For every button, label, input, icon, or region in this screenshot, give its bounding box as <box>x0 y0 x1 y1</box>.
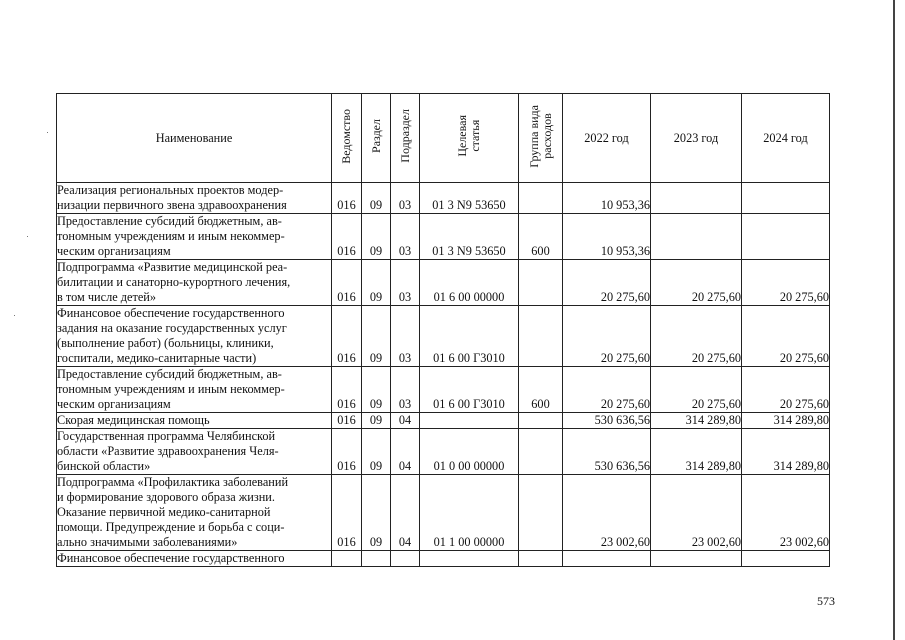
row-name-line: низации первичного звена здравоохранения <box>57 198 287 212</box>
cell-ministry <box>332 551 362 567</box>
header-section: Раздел <box>362 94 391 183</box>
row-name <box>57 551 332 567</box>
row-name-line: Предоставление субсидий бюджетным, ав- <box>57 214 282 228</box>
cell-section: 09 <box>362 367 391 413</box>
header-name: Наименование <box>57 94 332 183</box>
cell-section: 09 <box>362 413 391 429</box>
cell-ministry: 016 <box>332 306 362 367</box>
cell-ministry: 016 <box>332 183 362 214</box>
cell-2022: 20 275,60 <box>563 260 651 306</box>
row-name <box>57 214 332 260</box>
cell-2023 <box>651 551 742 567</box>
cell-2023: 20 275,60 <box>651 367 742 413</box>
scan-speck <box>47 132 48 133</box>
row-name <box>57 475 332 551</box>
row-name-line: Подпрограмма «Профилактика заболеваний <box>57 475 289 489</box>
cell-target-article <box>420 413 519 429</box>
cell-ministry: 016 <box>332 214 362 260</box>
cell-section: 09 <box>362 260 391 306</box>
row-name-line: и формирование здорового образа жизни. <box>57 490 275 504</box>
row-name-line: помощи. Предупреждение и борьба с соци- <box>57 520 285 534</box>
cell-2024: 314 289,80 <box>742 413 830 429</box>
row-name <box>57 413 332 429</box>
cell-target-article <box>420 551 519 567</box>
row-name-line: госпитали, медико-санитарные части) <box>57 351 257 365</box>
cell-subsection: 04 <box>391 413 420 429</box>
cell-2024 <box>742 551 830 567</box>
cell-2023: 23 002,60 <box>651 475 742 551</box>
cell-section: 09 <box>362 475 391 551</box>
row-name-line: области «Развитие здравоохранения Челя- <box>57 444 279 458</box>
page-number: 573 <box>817 594 835 608</box>
row-name <box>57 183 332 214</box>
cell-ministry: 016 <box>332 429 362 475</box>
cell-target-article: 01 1 00 00000 <box>420 475 519 551</box>
cell-2024: 23 002,60 <box>742 475 830 551</box>
cell-2024: 314 289,80 <box>742 429 830 475</box>
budget-table <box>56 93 830 567</box>
cell-ministry: 016 <box>332 413 362 429</box>
table-row <box>57 306 830 367</box>
row-name-line: Финансовое обеспечение государственного <box>57 306 285 320</box>
cell-2024: 20 275,60 <box>742 306 830 367</box>
cell-expense-group <box>519 413 563 429</box>
cell-2023 <box>651 183 742 214</box>
cell-expense-group <box>519 260 563 306</box>
cell-section <box>362 551 391 567</box>
cell-ministry: 016 <box>332 475 362 551</box>
cell-expense-group <box>519 475 563 551</box>
cell-2022: 10 953,36 <box>563 183 651 214</box>
header-2024: 2024 год <box>742 94 830 183</box>
cell-subsection <box>391 551 420 567</box>
cell-2023: 314 289,80 <box>651 413 742 429</box>
cell-2023: 20 275,60 <box>651 306 742 367</box>
cell-2022: 530 636,56 <box>563 413 651 429</box>
header-subsection: Подраздел <box>391 94 420 183</box>
row-name-line: Оказание первичной медико-санитарной <box>57 505 271 519</box>
cell-target-article: 01 6 00 Г3010 <box>420 306 519 367</box>
row-name-line: Подпрограмма «Развитие медицинской реа- <box>57 260 288 274</box>
cell-2022: 530 636,56 <box>563 429 651 475</box>
table-row <box>57 551 830 567</box>
cell-2024 <box>742 183 830 214</box>
scan-edge <box>893 0 895 640</box>
row-name-line: ально значимыми заболеваниями» <box>57 535 238 549</box>
cell-expense-group <box>519 429 563 475</box>
header-expense-group: Группа вида расходов <box>519 94 563 183</box>
table-row <box>57 367 830 413</box>
cell-2023 <box>651 214 742 260</box>
cell-section: 09 <box>362 306 391 367</box>
cell-subsection: 04 <box>391 475 420 551</box>
row-name-line: билитации и санаторно-курортного лечения, <box>57 275 291 289</box>
row-name-line: Государственная программа Челябинской <box>57 429 276 443</box>
row-name-line: Предоставление субсидий бюджетным, ав- <box>57 367 282 381</box>
cell-target-article: 01 3 N9 53650 <box>420 214 519 260</box>
cell-subsection: 03 <box>391 183 420 214</box>
row-name <box>57 367 332 413</box>
row-name-line: Финансовое обеспечение государственного <box>57 551 285 565</box>
cell-expense-group <box>519 183 563 214</box>
cell-2024: 20 275,60 <box>742 367 830 413</box>
row-name-line: тономным учреждениям и иным некоммер- <box>57 229 285 243</box>
row-name-line: (выполнение работ) (больницы, клиники, <box>57 336 274 350</box>
table-header-row <box>57 94 830 183</box>
scan-speck <box>27 236 28 237</box>
table-row <box>57 475 830 551</box>
cell-ministry: 016 <box>332 367 362 413</box>
row-name <box>57 429 332 475</box>
row-name <box>57 306 332 367</box>
row-name <box>57 260 332 306</box>
cell-2023: 20 275,60 <box>651 260 742 306</box>
row-name-line: тономным учреждениям и иным некоммер- <box>57 382 285 396</box>
cell-expense-group <box>519 551 563 567</box>
cell-subsection: 03 <box>391 306 420 367</box>
cell-target-article: 01 0 00 00000 <box>420 429 519 475</box>
cell-subsection: 03 <box>391 367 420 413</box>
cell-subsection: 04 <box>391 429 420 475</box>
row-name-line: в том числе детей» <box>57 290 157 304</box>
row-name-line: ческим организациям <box>57 397 171 411</box>
cell-2022: 20 275,60 <box>563 367 651 413</box>
cell-section: 09 <box>362 429 391 475</box>
row-name-line: Реализация региональных проектов модер- <box>57 183 284 197</box>
row-name-line: Скорая медицинская помощь <box>57 413 210 427</box>
row-name-line: ческим организациям <box>57 244 171 258</box>
cell-subsection: 03 <box>391 214 420 260</box>
scan-speck <box>14 315 15 316</box>
table-row <box>57 183 830 214</box>
cell-expense-group <box>519 306 563 367</box>
cell-subsection: 03 <box>391 260 420 306</box>
header-ministry: Ведомство <box>332 94 362 183</box>
table-row <box>57 413 830 429</box>
cell-section: 09 <box>362 214 391 260</box>
cell-section: 09 <box>362 183 391 214</box>
table-row <box>57 214 830 260</box>
row-name-line: задания на оказание государственных услуг <box>57 321 287 335</box>
cell-ministry: 016 <box>332 260 362 306</box>
cell-2024: 20 275,60 <box>742 260 830 306</box>
cell-2022: 10 953,36 <box>563 214 651 260</box>
cell-expense-group: 600 <box>519 214 563 260</box>
cell-2022 <box>563 551 651 567</box>
table-row <box>57 260 830 306</box>
cell-2022: 20 275,60 <box>563 306 651 367</box>
header-target-article: Целевая статья <box>420 94 519 183</box>
table-row <box>57 429 830 475</box>
cell-2024 <box>742 214 830 260</box>
cell-2022: 23 002,60 <box>563 475 651 551</box>
cell-expense-group: 600 <box>519 367 563 413</box>
row-name-line: бинской области» <box>57 459 151 473</box>
cell-target-article: 01 3 N9 53650 <box>420 183 519 214</box>
cell-target-article: 01 6 00 Г3010 <box>420 367 519 413</box>
cell-2023: 314 289,80 <box>651 429 742 475</box>
header-2022: 2022 год <box>563 94 651 183</box>
header-2023: 2023 год <box>651 94 742 183</box>
cell-target-article: 01 6 00 00000 <box>420 260 519 306</box>
